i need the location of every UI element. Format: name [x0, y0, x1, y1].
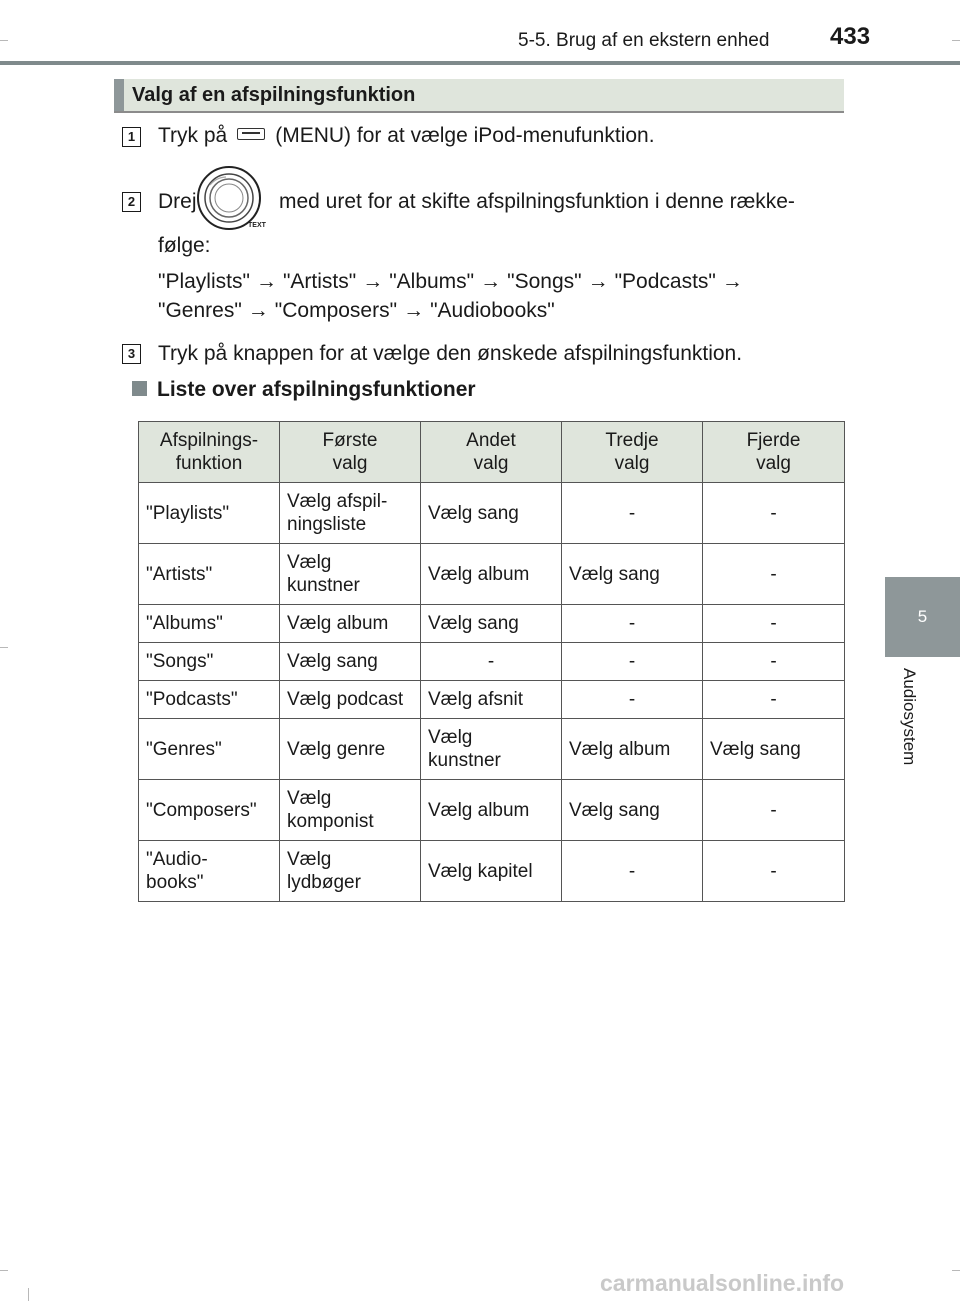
table-row: [139, 681, 845, 719]
menu-button-icon: [237, 128, 265, 140]
header-cell: Første valg: [280, 422, 421, 483]
function-cell: "Songs": [139, 643, 280, 681]
choice-cell: Vælg afsnit: [421, 681, 562, 719]
step-number-3: 3: [122, 344, 141, 364]
choice-cell: -: [562, 483, 703, 544]
sequence-item: "Audiobooks": [430, 299, 555, 322]
choice-cell: -: [703, 483, 845, 544]
page-number: 433: [830, 23, 871, 50]
sequence-item: "Composers": [274, 299, 398, 322]
sequence-item: "Artists": [282, 270, 357, 293]
step-1-before: Tryk på: [158, 124, 228, 147]
table-row: [139, 605, 845, 643]
function-cell: "Genres": [139, 719, 280, 780]
crop-mark: [0, 647, 8, 648]
sequence-line-1: [158, 270, 749, 294]
choice-cell: -: [703, 544, 845, 605]
choice-cell: -: [703, 605, 845, 643]
step-1-after: (MENU) for at vælge iPod-menufunktion.: [275, 124, 655, 147]
table-row: [139, 719, 845, 780]
choice-cell: Vælg sang: [562, 544, 703, 605]
header-divider: [0, 61, 960, 65]
function-cell: "Podcasts": [139, 681, 280, 719]
step-2-after: med uret for at skifte afspilningsfunktion i denne række-: [279, 190, 795, 213]
crop-mark: [28, 1288, 29, 1301]
sequence-item: "Albums": [389, 270, 475, 293]
table-header-row: [139, 422, 845, 483]
function-cell: "Playlists": [139, 483, 280, 544]
sequence-item: "Songs": [507, 270, 582, 293]
chapter-label: Audiosystem: [900, 668, 919, 766]
crop-mark: [952, 1270, 960, 1271]
sequence-line-2: [158, 299, 555, 323]
arrow-icon: →: [587, 270, 609, 293]
arrow-icon: →: [403, 299, 425, 322]
table-row: [139, 483, 845, 544]
choice-cell: -: [703, 681, 845, 719]
table-row: [139, 643, 845, 681]
arrow-icon: →: [362, 270, 384, 293]
subheading-text: Liste over afspilningsfunktioner: [157, 378, 476, 401]
choice-cell: Vælg album: [280, 605, 421, 643]
square-bullet-icon: [132, 381, 147, 396]
chapter-tab: [885, 577, 960, 657]
choice-cell: Vælg album: [421, 544, 562, 605]
choice-cell: -: [562, 841, 703, 902]
step-3-text: Tryk på knappen for at vælge den ønskede afspilningsfunktion.: [158, 342, 743, 365]
crop-mark: [0, 40, 8, 41]
choice-cell: Vælg sang: [703, 719, 845, 780]
choice-cell: Vælg kapitel: [421, 841, 562, 902]
function-cell: "Composers": [139, 780, 280, 841]
section-title: Valg af en afspilningsfunktion: [132, 84, 416, 106]
choice-cell: Vælg kunstner: [421, 719, 562, 780]
subheading: [132, 378, 476, 402]
function-cell: "Artists": [139, 544, 280, 605]
choice-cell: -: [562, 643, 703, 681]
crop-mark: [0, 1270, 8, 1271]
choice-cell: -: [562, 605, 703, 643]
chapter-number: 5: [917, 607, 928, 626]
choice-cell: Vælg kunstner: [280, 544, 421, 605]
arrow-icon: →: [247, 299, 269, 322]
choice-cell: -: [703, 643, 845, 681]
arrow-icon: →: [255, 270, 277, 293]
step-number-1: 1: [122, 127, 141, 147]
header-cell: Andet valg: [421, 422, 562, 483]
arrow-icon: →: [480, 270, 502, 293]
knob-label: TEXT: [248, 222, 266, 229]
choice-cell: Vælg lydbøger: [280, 841, 421, 902]
header-cell: Tredje valg: [562, 422, 703, 483]
choice-cell: -: [703, 841, 845, 902]
tune-knob-icon: [196, 165, 272, 231]
table-row: [139, 780, 845, 841]
step-number-2: 2: [122, 192, 141, 212]
choice-cell: Vælg sang: [280, 643, 421, 681]
choice-cell: Vælg album: [562, 719, 703, 780]
title-accent: [114, 79, 124, 111]
choice-cell: Vælg sang: [421, 483, 562, 544]
sequence-item: "Genres": [158, 299, 242, 322]
sequence-item: "Playlists": [158, 270, 250, 293]
choice-cell: Vælg genre: [280, 719, 421, 780]
choice-cell: -: [421, 643, 562, 681]
choice-cell: Vælg sang: [421, 605, 562, 643]
section-title-bar: [114, 79, 844, 113]
step-1-text: [158, 124, 655, 148]
step-2-continuation: følge:: [158, 234, 211, 257]
playback-function-table: [138, 421, 845, 902]
step-2-before: Drej: [158, 190, 197, 213]
crop-mark: [952, 40, 960, 41]
choice-cell: Vælg sang: [562, 780, 703, 841]
function-cell: "Audio- books": [139, 841, 280, 902]
table-row: [139, 544, 845, 605]
table-row: [139, 841, 845, 902]
header-cell: Afspilnings- funktion: [139, 422, 280, 483]
sequence-item: "Podcasts": [614, 270, 716, 293]
function-cell: "Albums": [139, 605, 280, 643]
choice-cell: -: [703, 780, 845, 841]
choice-cell: Vælg podcast: [280, 681, 421, 719]
choice-cell: Vælg komponist: [280, 780, 421, 841]
arrow-icon: →: [721, 270, 743, 293]
choice-cell: -: [562, 681, 703, 719]
watermark: carmanualsonline.info: [600, 1270, 845, 1296]
section-header: 5-5. Brug af en ekstern enhed: [518, 30, 770, 51]
header-cell: Fjerde valg: [703, 422, 845, 483]
choice-cell: Vælg album: [421, 780, 562, 841]
choice-cell: Vælg afspil- ningsliste: [280, 483, 421, 544]
